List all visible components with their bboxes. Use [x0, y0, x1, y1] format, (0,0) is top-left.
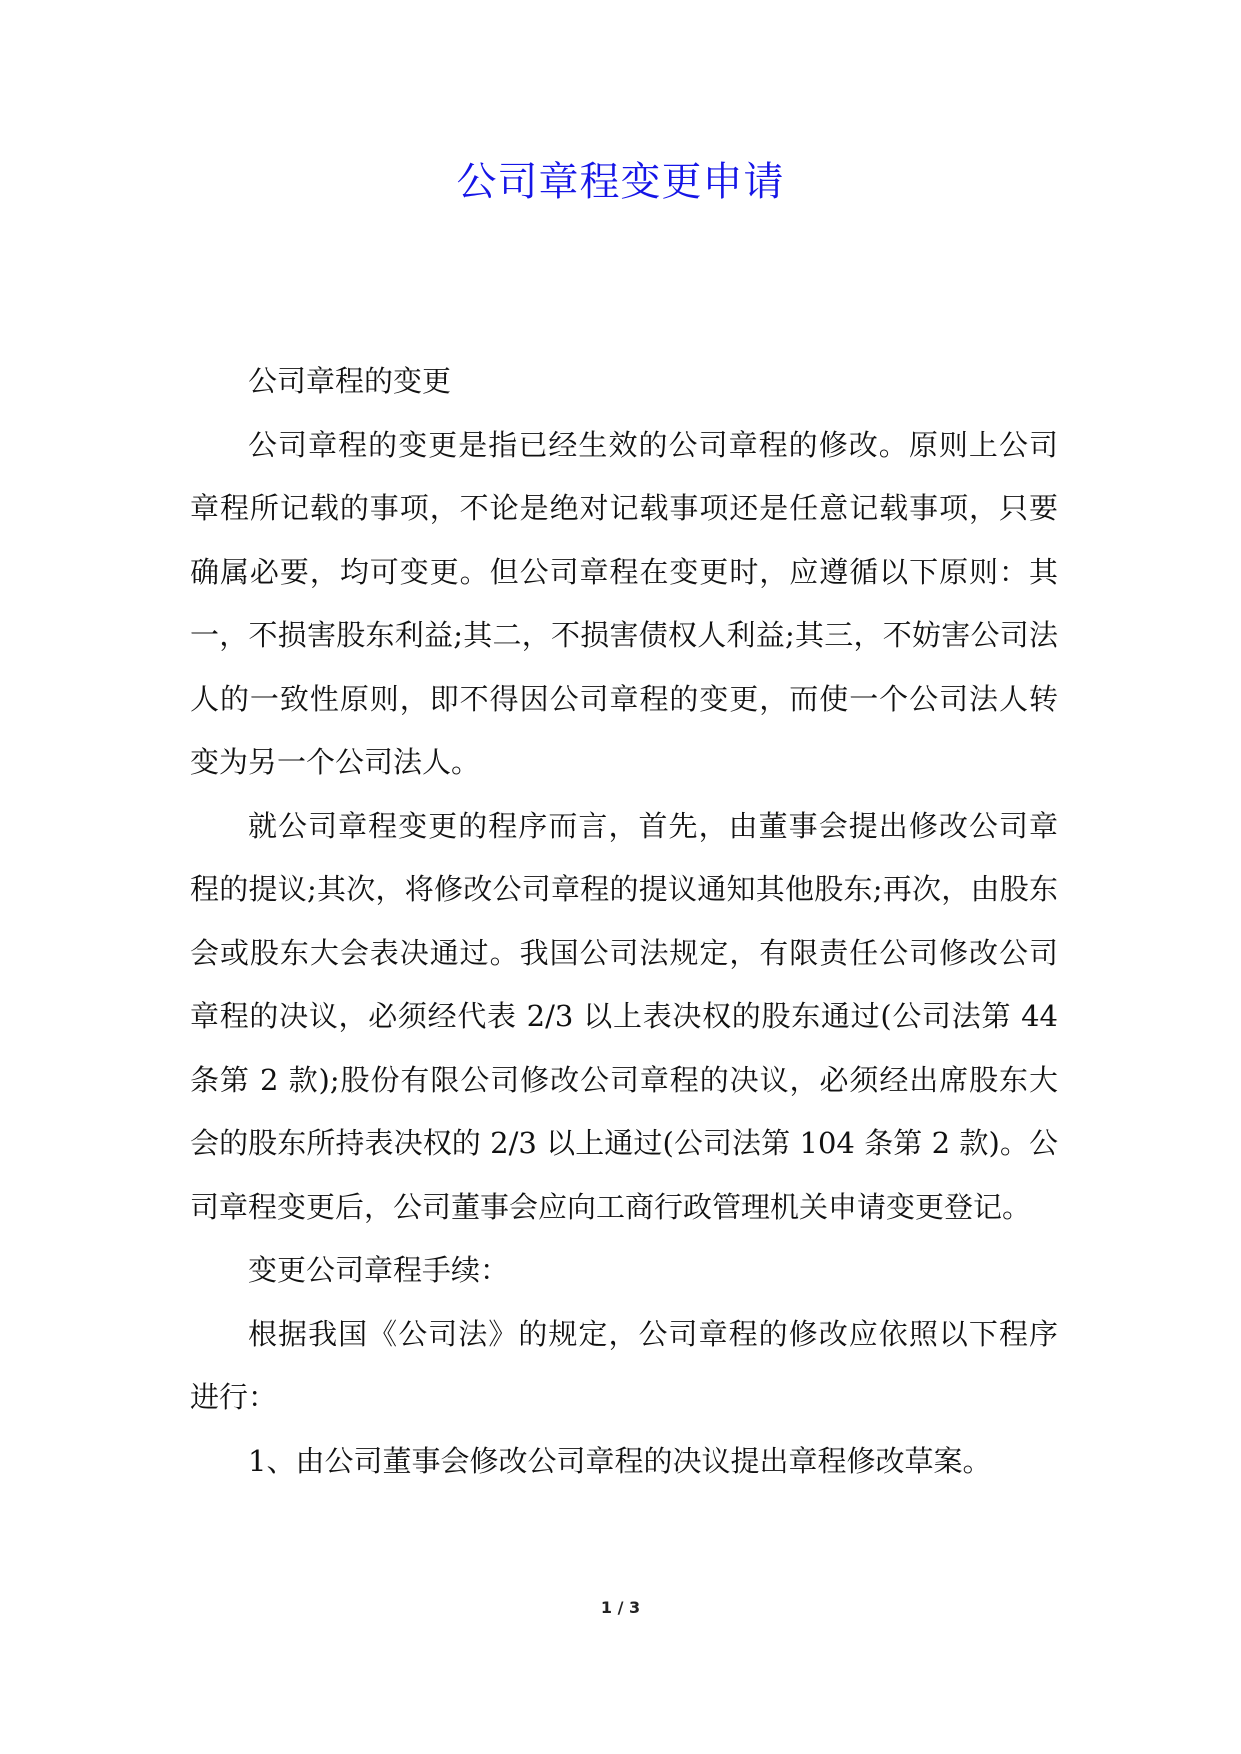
document-body — [190, 350, 1058, 1493]
page-number: 1 / 3 — [600, 1598, 641, 1617]
list-item: 1、由公司董事会修改公司章程的决议提出章程修改草案。 — [248, 1443, 992, 1478]
page-title: 公司章程变更申请 — [456, 159, 785, 205]
paragraph: 根据我国《公司法》的规定，公司章程的修改应依照以下程序进行： — [190, 1316, 1058, 1414]
paragraph: 就公司章程变更的程序而言，首先，由董事会提出修改公司章程的提议;其次，将修改公司章程的提议通知其他股东;再次，由股东会或股东大会表决通过。我国公司法规定，有限责任公司修改公司章程的决议，必须经代表 2/3 以上表决权的股东通过(公司法第 44 条第 2 款);股份有限公司修改公司章程的决议，必须经出席股东大会的股东所持表决权的 2/3 以上通过(公司法第 104 条第 2 款)。公司章程变更后，公司董事会应向工商行政管理机关申请变更登记。 — [190, 808, 1058, 1224]
section-heading: 公司章程的变更 — [248, 364, 452, 398]
section-heading: 变更公司章程手续： — [248, 1253, 510, 1287]
paragraph: 公司章程的变更是指已经生效的公司章程的修改。原则上公司章程所记载的事项，不论是绝对记载事项还是任意记载事项，只要确属必要，均可变更。但公司章程在变更时，应遵循以下原则：其一，不损害股东利益;其二，不损害债权人利益;其三，不妨害公司法人的一致性原则，即不得因公司章程的变更，而使一个公司法人转变为另一个公司法人。 — [190, 427, 1058, 779]
